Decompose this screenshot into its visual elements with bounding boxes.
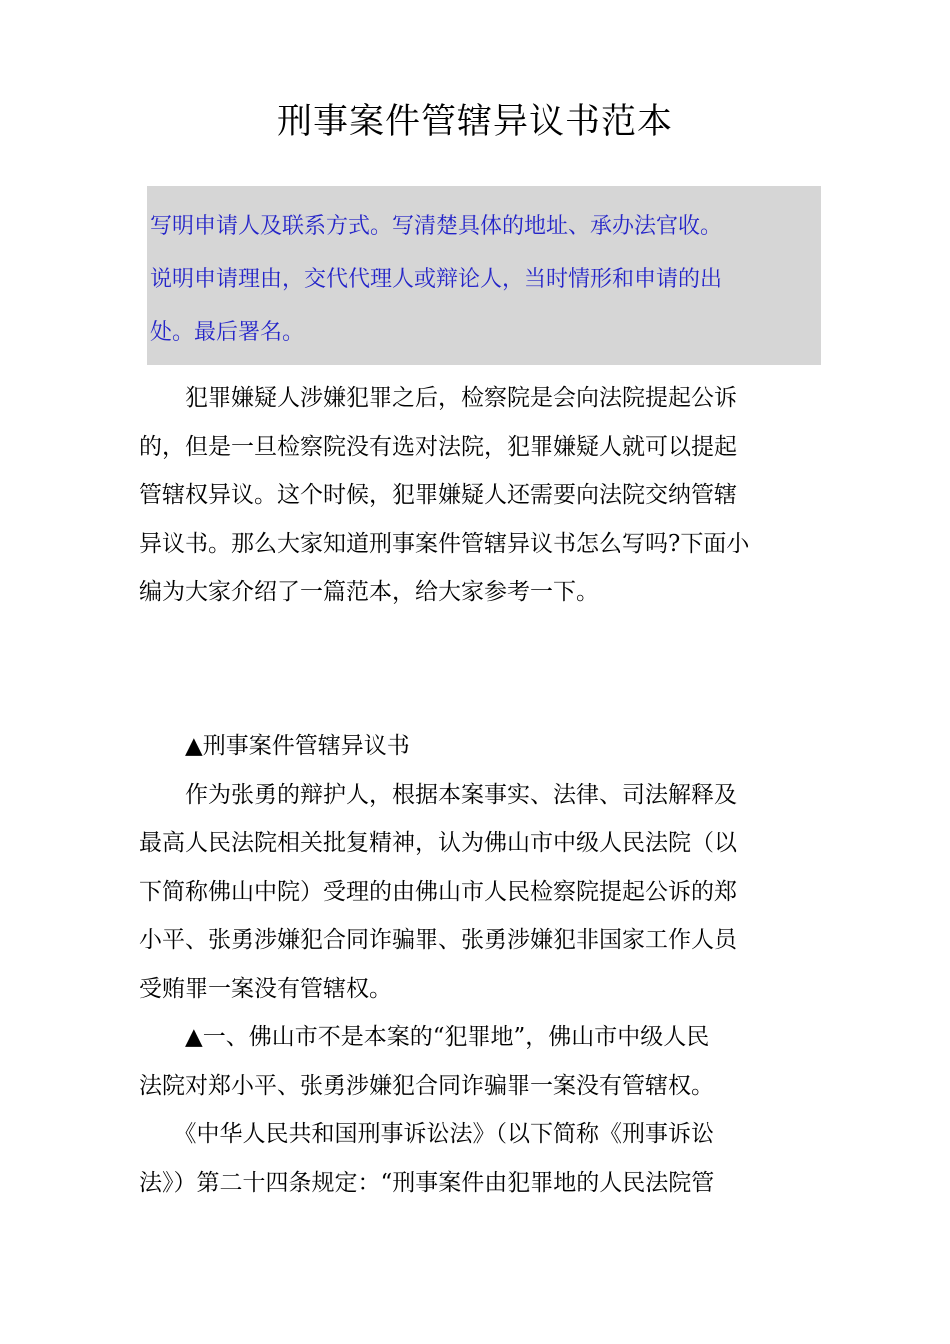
instruction-note-box [147,186,821,365]
text-line: 管辖权异议。这个时候，犯罪嫌疑人还需要向法院交纳管辖 [139,482,737,508]
text-line: 最高人民法院相关批复精神，认为佛山市中级人民法院（以 [139,830,737,856]
text-line: 法院对郑小平、张勇涉嫌犯合同诈骗罪一案没有管辖权。 [139,1072,714,1099]
intro-paragraph [139,374,749,617]
text-line: 下简称佛山中院）受理的由佛山市人民检察院提起公诉的郑 [139,878,737,905]
note-line: 写明申请人及联系方式。写清楚具体的地址、承办法官收。 [150,214,723,239]
text-line: 异议书。那么大家知道刑事案件管辖异议书怎么写吗?下面小 [139,530,750,557]
document-title: 刑事案件管辖异议书范本 [276,102,673,142]
text-line: 受贿罪一案没有管辖权。 [139,975,392,1002]
note-line: 处。最后署名。 [150,320,305,345]
section-heading: ▲一、佛山市不是本案的“犯罪地”，佛山市中级人民 [139,1024,710,1050]
text-line: 犯罪嫌疑人涉嫌犯罪之后，检察院是会向法院提起公诉 [139,385,737,411]
text-line: 编为大家介绍了一篇范本，给大家参考一下。 [139,579,599,605]
body-section [139,722,737,1207]
text-line: 《中华人民共和国刑事诉讼法》（以下简称《刑事诉讼 [139,1121,714,1147]
text-line: 的，但是一旦检察院没有选对法院，犯罪嫌疑人就可以提起 [139,433,737,460]
text-line: 法》）第二十四条规定：“刑事案件由犯罪地的人民法院管 [139,1169,715,1196]
text-line: 作为张勇的辩护人，根据本案事实、法律、司法解释及 [139,781,737,808]
text-line: 小平、张勇涉嫌犯合同诈骗罪、张勇涉嫌犯非国家工作人员 [139,927,737,953]
section-heading: ▲刑事案件管辖异议书 [139,733,410,759]
note-line: 说明申请理由，交代代理人或辩论人，当时情形和申请的出 [150,267,723,292]
